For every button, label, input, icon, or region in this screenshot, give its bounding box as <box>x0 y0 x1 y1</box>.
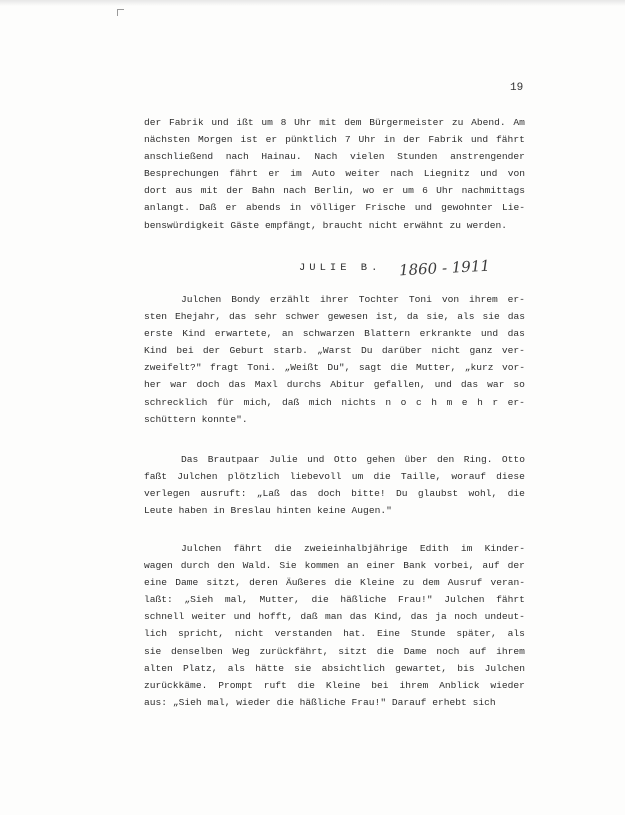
text-line: Julchen fährt die zweieinhalbjährige Edith im Kinder- <box>181 543 525 554</box>
text-line: lich spricht, nicht verstanden hat. Eine Stunde später, als <box>144 628 525 640</box>
text-line: der Fabrik und ißt um 8 Uhr mit dem Bürgermeister zu Abend. Am <box>144 117 525 128</box>
section-title: JULIE B. <box>299 262 382 274</box>
text-line: faßt Julchen plötzlich liebevoll um die Taille, worauf diese <box>144 471 525 483</box>
text-line: schüttern konnte". <box>144 413 248 425</box>
text-line: benswürdigkeit Gäste empfängt, braucht nicht erwähnt zu werden. <box>144 219 508 231</box>
text-line: Das Brautpaar Julie und Otto gehen über den Ring. Otto <box>181 454 525 465</box>
text-line: zweifelt?" fragt Toni. „Weißt Du", sagt die Mutter, „kurz vor- <box>144 362 525 374</box>
text-line: schnell weiter und hofft, daß man das Kind, das ja noch undeut- <box>144 611 525 623</box>
text-line: nächsten Morgen ist er pünktlich 7 Uhr in der Fabrik und fährt <box>144 134 525 146</box>
text-line: laßt: „Sieh mal, Mutter, die häßliche Frau!" Julchen fährt <box>144 594 525 606</box>
text-line: Leute haben in Breslau hinten keine Augen." <box>144 505 392 517</box>
text-line: eine Dame sitzt, deren Äußeres die Kleine zu dem Ausruf veran- <box>144 577 525 589</box>
text-line: sie denselben Weg zurückfährt, sitzt die Dame noch auf ihrem <box>144 645 525 657</box>
text-line: Kind bei der Geburt starb. „Warst Du darüber nicht ganz ver- <box>144 345 525 357</box>
text-line: anschließend nach Hainau. Nach vielen Stunden anstrengender <box>144 151 525 163</box>
text-line: Julchen Bondy erzählt ihrer Tochter Toni von ihrem er- <box>181 294 525 305</box>
text-line: verlegen ausruft: „Laß das doch bitte! Du glaubst wohl, die <box>144 488 525 500</box>
text-line: schrecklich für mich, daß mich nichts n o c h m e h r er- <box>144 396 525 408</box>
text-line: wagen durch den Wald. Sie kommen an einer Bank vorbei, auf der <box>144 560 525 572</box>
text-line: Besprechungen fährt er im Auto weiter nach Liegnitz und von <box>144 168 525 180</box>
paragraph-1 <box>144 114 525 234</box>
paragraph-4 <box>144 540 525 711</box>
text-line: erste Kind erwartete, an schwarzen Blattern erkrankte und das <box>144 328 525 340</box>
corner-mark <box>117 9 124 16</box>
page-top-shadow <box>0 0 625 6</box>
text-line: zurückkäme. Prompt ruft die Kleine bei ihrem Anblick wieder <box>144 679 525 691</box>
text-line: anlangt. Daß er abends in völliger Frische und gewohnter Lie- <box>144 202 525 214</box>
text-line: aus: „Sieh mal, wieder die häßliche Frau!" Darauf erhebt sich <box>144 696 496 708</box>
text-line: her war doch das Maxl durchs Abitur gefallen, und das war so <box>144 379 525 391</box>
text-line: dort aus mit der Bahn nach Berlin, wo er um 6 Uhr nachmittags <box>144 185 525 197</box>
paragraph-2 <box>144 291 525 428</box>
paragraph-3 <box>144 451 525 519</box>
page-number: 19 <box>510 82 524 94</box>
handwritten-dates: 1860 - 1911 <box>398 256 491 280</box>
text-line: sten Ehejahr, das sehr schwer gewesen ist, da sie, als sie das <box>144 311 525 323</box>
text-line: alten Platz, als hätte sie absichtlich gewartet, bis Julchen <box>144 662 525 674</box>
